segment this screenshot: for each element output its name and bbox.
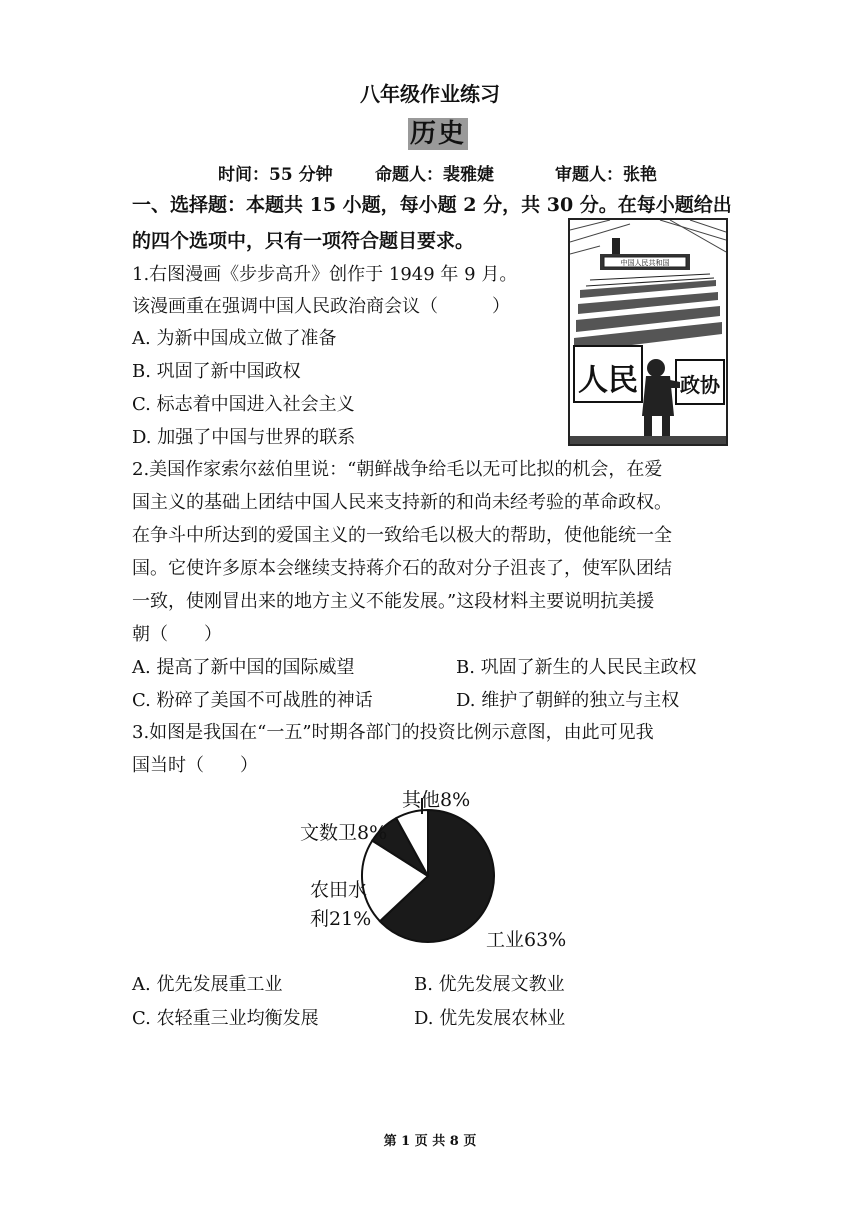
cartoon-banner: 中国人民共和国 <box>620 259 670 267</box>
q2-option-d: D. 维护了朝鲜的独立与主权 <box>456 690 680 711</box>
subject-badge: 历史 <box>409 119 466 149</box>
q1-option-b: B. 巩固了新中国政权 <box>132 361 301 382</box>
q2-option-c: C. 粉碎了美国不可战胜的神话 <box>132 690 373 711</box>
q2-option-b: B. 巩固了新生的人民民主政权 <box>456 657 697 678</box>
cartoon-left-text: 人民 <box>578 363 638 398</box>
exam-reviewer: 审题人：张艳 <box>555 165 657 185</box>
q2-stem-line3: 在争斗中所达到的爱国主义的一致给毛以极大的帮助，使他能统一全 <box>132 525 672 546</box>
investment-pie-chart <box>290 780 590 960</box>
section-heading-line1: 一、选择题：本题共 15 小题，每小题 2 分，共 30 分。在每小题给出 <box>132 194 732 216</box>
pie-label-agri-line2: 利21% <box>310 908 372 930</box>
q1-option-d: D. 加强了中国与世界的联系 <box>132 427 356 448</box>
exam-author: 命题人：裴雅婕 <box>375 165 494 185</box>
q2-stem-line2: 国主义的基础上团结中国人民来支持新的和尚未经考验的革命政权。 <box>132 492 672 513</box>
pie-label-other: 其他8% <box>402 789 471 811</box>
page-title: 八年级作业练习 <box>360 82 500 106</box>
cartoon-right-text: 政协 <box>680 373 720 397</box>
q1-option-a: A. 为新中国成立做了准备 <box>132 328 337 349</box>
section-heading-line2: 的四个选项中，只有一项符合题目要求。 <box>132 230 475 252</box>
q1-option-c: C. 标志着中国进入社会主义 <box>132 394 355 415</box>
q1-stem-line1: 1.右图漫画《步步高升》创作于 1949 年 9 月。 <box>132 264 518 285</box>
q1-stem-line2: 该漫画重在强调中国人民政治商会议（ ） <box>132 296 510 317</box>
q3-stem-line1: 3.如图是我国在“一五”时期各部门的投资比例示意图，由此可见我 <box>132 722 654 743</box>
q3-option-b: B. 优先发展文教业 <box>414 974 565 995</box>
q2-stem-line5: 一致，使刚冒出来的地方主义不能发展。”这段材料主要说明抗美援 <box>132 591 655 612</box>
pie-label-industry: 工业63% <box>486 929 567 951</box>
q3-option-c: C. 农轻重三业均衡发展 <box>132 1008 319 1029</box>
page-footer: 第 1 页 共 8 页 <box>383 1134 477 1149</box>
q3-stem-line2: 国当时（ ） <box>132 755 258 776</box>
pie-label-culture: 文数卫8% <box>300 822 388 844</box>
q3-option-d: D. 优先发展农林业 <box>414 1008 566 1029</box>
q2-stem-line4: 国。它使许多原本会继续支持蒋介石的敌对分子沮丧了，使军队团结 <box>132 558 672 579</box>
q2-option-a: A. 提高了新中国的国际威望 <box>132 657 355 678</box>
cartoon-illustration-icon <box>570 220 726 444</box>
q2-stem-line6: 朝（ ） <box>132 624 222 645</box>
pie-label-agri-line1: 农田水 <box>310 879 368 901</box>
q3-option-a: A. 优先发展重工业 <box>132 974 283 995</box>
q2-stem-line1: 2.美国作家索尔兹伯里说：“朝鲜战争给毛以无可比拟的机会，在爱 <box>132 459 663 480</box>
exam-time: 时间：55 分钟 <box>218 165 333 185</box>
cartoon-image <box>568 218 728 446</box>
